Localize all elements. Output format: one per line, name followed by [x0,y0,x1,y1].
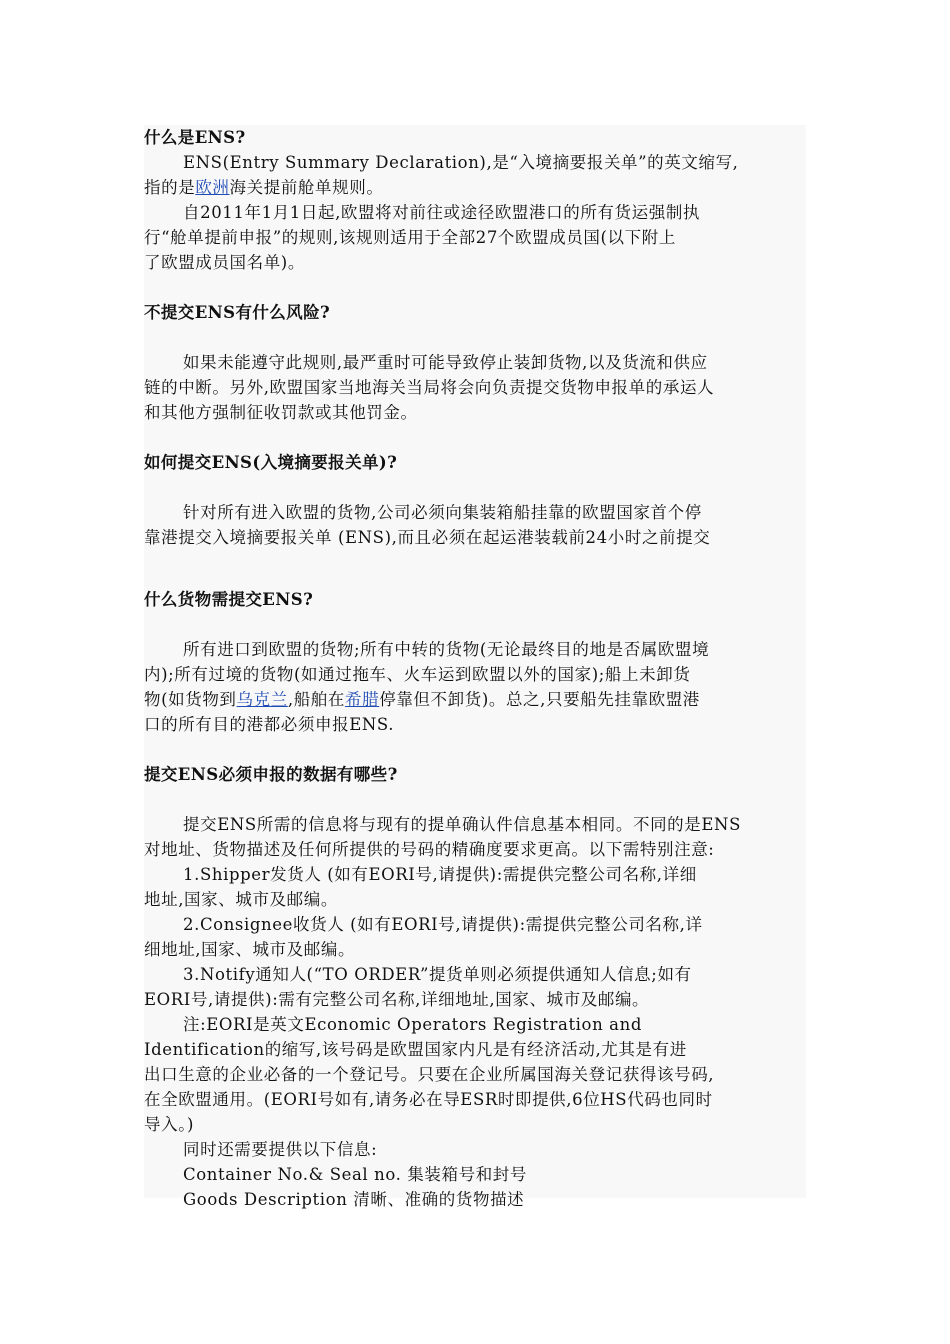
paragraph-line: ENS(Entry Summary Declaration),是“入境摘要报关单”的英文缩写, [183,153,739,172]
paragraph-line: 对地址、货物描述及任何所提供的号码的精确度要求更高。以下需特别注意: [144,840,715,859]
paragraph-line: 地址,国家、城市及邮编。 [144,890,338,909]
paragraph-line [144,175,806,200]
list-item-goods-description: Goods Description 清晰、准确的货物描述 [183,1190,525,1209]
link-ukraine[interactable]: 乌克兰 [236,690,288,709]
list-item-consignee: 2.Consignee收货人 (如有EORI号,请提供):需提供完整公司名称,详 [183,915,703,934]
paragraph-line: 同时还需要提供以下信息: [183,1140,378,1159]
paragraph-line: 内);所有过境的货物(如通过拖车、火车运到欧盟以外的国家);船上未卸货 [144,665,691,684]
paragraph-line: 针对所有进入欧盟的货物,公司必须向集装箱船挂靠的欧盟国家首个停 [183,503,702,522]
heading-required-data: 提交ENS必须申报的数据有哪些? [144,765,398,784]
text-fragment: 指的是 [144,178,196,197]
paragraph-line: 如果未能遵守此规则,最严重时可能导致停止装卸货物,以及货流和供应 [183,353,708,372]
paragraph-line: 所有进口到欧盟的货物;所有中转的货物(无论最终目的地是否属欧盟境 [183,640,710,659]
paragraph-line: 和其他方强制征收罚款或其他罚金。 [144,403,418,422]
link-europe[interactable]: 欧洲 [195,178,230,197]
list-item-shipper: 1.Shipper发货人 (如有EORI号,请提供):需提供完整公司名称,详细 [183,865,697,884]
text-fragment: 物(如货物到 [144,690,237,709]
heading-which-goods: 什么货物需提交ENS? [144,590,314,609]
text-fragment: ,船舶在 [287,690,346,709]
paragraph-line: 行“舱单提前申报”的规则,该规则适用于全部27个欧盟成员国(以下附上 [144,228,676,247]
heading-risk: 不提交ENS有什么风险? [144,303,331,322]
paragraph-line: 提交ENS所需的信息将与现有的提单确认件信息基本相同。不同的是ENS [183,815,741,834]
paragraph-line: 在全欧盟通用。(EORI号如有,请务必在导ESR时即提供,6位HS代码也同时 [144,1090,713,1109]
paragraph-line: Identification的缩写,该号码是欧盟国家内凡是有经济活动,尤其是有进 [144,1040,687,1059]
document-page [144,125,806,1209]
text-fragment: 海关提前舱单规则。 [229,178,384,197]
note-eori: 注:EORI是英文Economic Operators Registration and [183,1015,642,1034]
paragraph-line [144,687,806,712]
heading-what-is-ens: 什么是ENS? [144,128,246,147]
text-fragment: 停靠但不卸货)。总之,只要船先挂靠欧盟港 [379,690,700,709]
paragraph-line: 了欧盟成员国名单)。 [144,253,305,272]
paragraph-line: 细地址,国家、城市及邮编。 [144,940,356,959]
list-item-container: Container No.& Seal no. 集装箱号和封号 [183,1165,527,1184]
paragraph-line: EORI号,请提供):需有完整公司名称,详细地址,国家、城市及邮编。 [144,990,650,1009]
paragraph-line: 链的中断。另外,欧盟国家当地海关当局将会向负责提交货物申报单的承运人 [144,378,715,397]
paragraph-line: 出口生意的企业必备的一个登记号。只要在企业所属国海关登记获得该号码, [144,1065,715,1084]
link-greece[interactable]: 希腊 [345,690,380,709]
paragraph-line: 导入。) [144,1115,195,1134]
heading-how-to-submit: 如何提交ENS(入境摘要报关单)? [144,453,398,472]
paragraph-line: 口的所有目的港都必须申报ENS. [144,715,395,734]
paragraph-line: 靠港提交入境摘要报关单 (ENS),而且必须在起运港装载前24小时之前提交 [144,528,711,547]
paragraph-line: 自2011年1月1日起,欧盟将对前往或途径欧盟港口的所有货运强制执 [183,203,701,222]
list-item-notify: 3.Notify通知人(“TO ORDER”提货单则必须提供通知人信息;如有 [183,965,692,984]
